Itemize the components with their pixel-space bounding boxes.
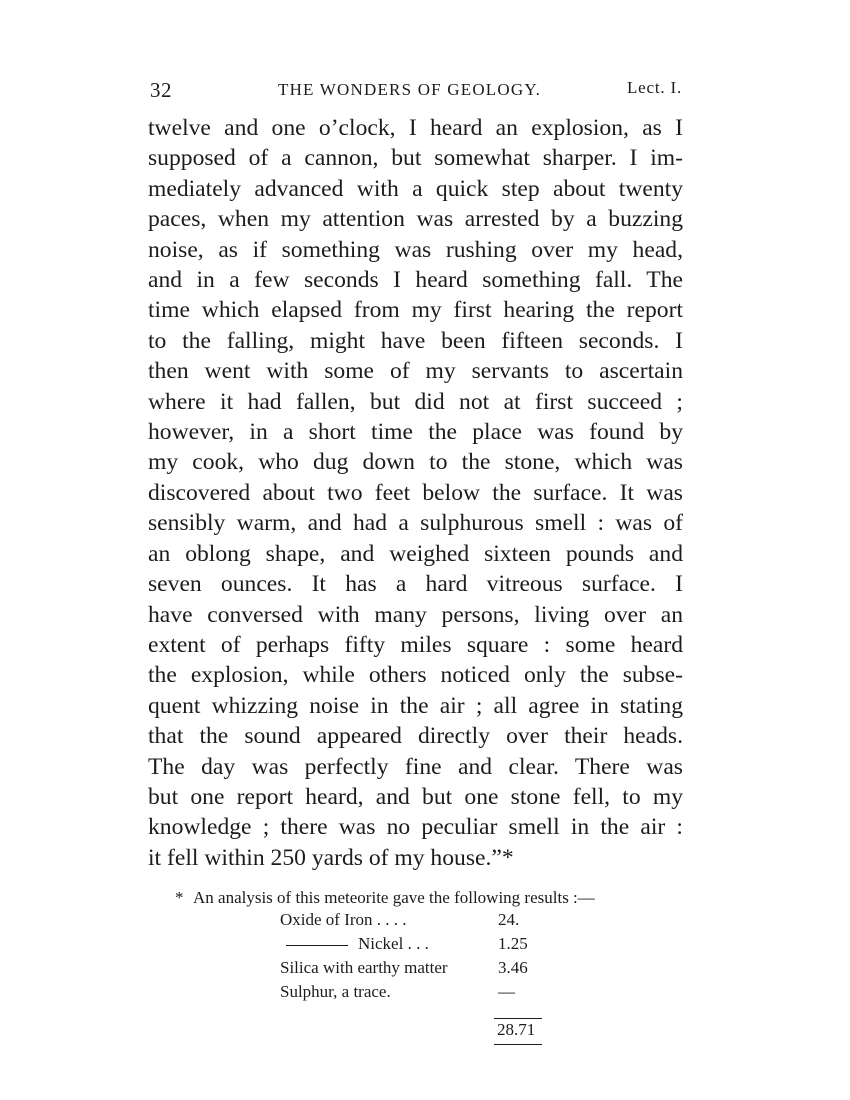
component-name: Nickel . . . xyxy=(358,934,429,953)
text-line: supposed of a cannon, but somewhat sharper. I im- xyxy=(148,145,683,172)
text-line: paces, when my attention was arrested by a buzzing xyxy=(148,206,683,233)
text-line: quent whizzing noise in the air ; all agree in stating xyxy=(148,692,683,719)
text-line: time which elapsed from my first hearing the report xyxy=(148,297,683,324)
text-line: seven ounces. It has a hard vitreous surface. I xyxy=(148,571,683,598)
text-line: extent of perhaps fifty miles square : some heard xyxy=(148,631,683,658)
text-line: The day was perfectly fine and clear. There was xyxy=(148,753,683,780)
component-value: 3.46 xyxy=(498,958,528,977)
text-line: twelve and one o’clock, I heard an explosion, as I xyxy=(148,115,683,141)
component-value: 1.25 xyxy=(498,934,528,953)
component-value: — xyxy=(498,982,515,1001)
text-line-last: it fell within 250 yards of my house.”* xyxy=(148,844,514,871)
footnote-marker: * xyxy=(175,888,184,907)
component-name: Sulphur, a trace. xyxy=(280,982,391,1001)
table-row xyxy=(280,934,570,958)
component-name-wrapper xyxy=(280,934,429,954)
text-line: the explosion, while others noticed only the subse- xyxy=(148,662,683,689)
text-line: but one report heard, and but one stone fell, to my xyxy=(148,783,683,810)
text-line: discovered about two feet below the surface. It was xyxy=(148,479,683,506)
closing-rule xyxy=(494,1044,542,1045)
text-line: and in a few seconds I heard something fall. The xyxy=(148,267,683,294)
footnote-text: An analysis of this meteorite gave the following results :— xyxy=(193,888,595,907)
analysis-total: 28.71 xyxy=(497,1020,536,1039)
text-line: to the falling, might have been fifteen seconds. I xyxy=(148,327,683,354)
component-name: Oxide of Iron . . . . xyxy=(280,910,407,929)
table-row xyxy=(280,958,570,982)
running-header xyxy=(150,78,682,108)
table-row xyxy=(280,982,570,1006)
text-line: that the sound appeared directly over their heads. xyxy=(148,723,683,750)
text-line: my cook, who dug down to the stone, which was xyxy=(148,449,683,476)
analysis-table xyxy=(280,910,570,1006)
body-paragraph xyxy=(148,113,683,873)
table-row xyxy=(280,910,570,934)
text-line: where it had fallen, but did not at first succeed ; xyxy=(148,388,683,415)
text-line: mediately advanced with a quick step about twenty xyxy=(148,175,683,202)
ditto-rule xyxy=(286,945,348,946)
text-line: sensibly warm, and had a sulphurous smell : was of xyxy=(148,510,683,537)
footnote-intro xyxy=(175,888,683,908)
lecture-label: Lect. I. xyxy=(626,78,682,97)
text-line: noise, as if something was rushing over my head, xyxy=(148,236,683,263)
text-line: an oblong shape, and weighed sixteen pounds and xyxy=(148,540,683,567)
text-line: knowledge ; there was no peculiar smell in the air : xyxy=(148,814,683,841)
component-value: 24. xyxy=(498,910,520,929)
page-number: 32 xyxy=(150,78,172,102)
component-name: Silica with earthy matter xyxy=(280,958,448,977)
sum-rule xyxy=(494,1018,542,1019)
text-line: however, in a short time the place was found by xyxy=(148,419,683,446)
running-title: THE WONDERS OF GEOLOGY. xyxy=(278,80,542,99)
text-line: have conversed with many persons, living over an xyxy=(148,601,683,628)
text-line: then went with some of my servants to ascertain xyxy=(148,358,683,385)
